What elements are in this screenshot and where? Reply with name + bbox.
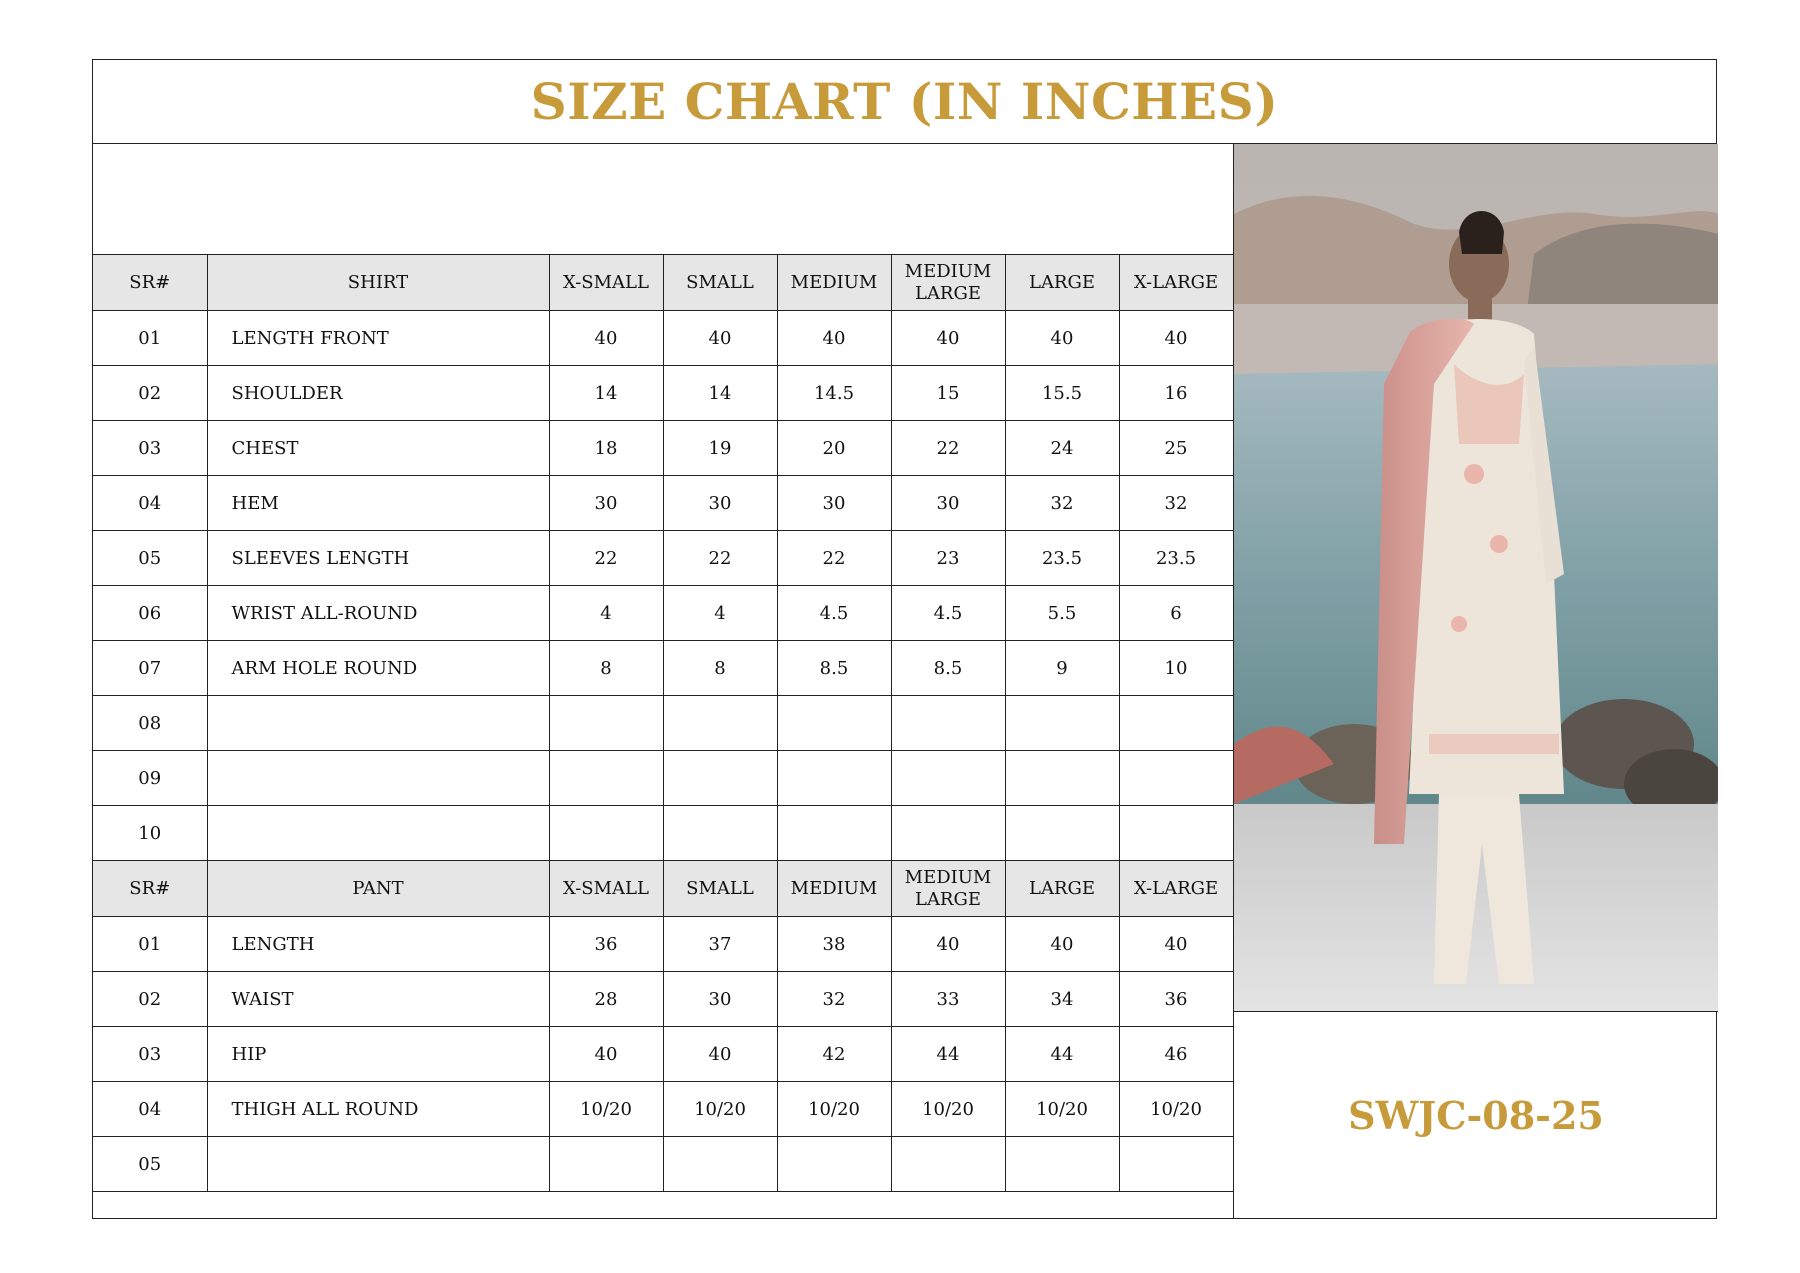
pant-header-row	[93, 861, 1233, 917]
measurement-value: 42	[777, 1027, 891, 1082]
measurement-value	[891, 806, 1005, 861]
table-row	[93, 476, 1233, 531]
measurement-value: 8	[663, 641, 777, 696]
table-row	[93, 1027, 1233, 1082]
measurement-name: LENGTH	[207, 917, 549, 972]
measurement-value: 40	[891, 311, 1005, 366]
measurement-value: 10/20	[777, 1082, 891, 1137]
measurement-value	[549, 806, 663, 861]
measurement-value: 40	[1119, 917, 1233, 972]
title-row	[93, 60, 1716, 144]
measurement-value: 40	[549, 1027, 663, 1082]
measurement-value: 10/20	[891, 1082, 1005, 1137]
table-row	[93, 696, 1233, 751]
measurement-value	[663, 1137, 777, 1192]
table-row	[93, 917, 1233, 972]
measurement-value	[1005, 751, 1119, 806]
measurement-value: 32	[1119, 476, 1233, 531]
shirt-header: SHIRT	[207, 255, 549, 311]
measurement-name: ARM HOLE ROUND	[207, 641, 549, 696]
table-row	[93, 641, 1233, 696]
blank-area	[93, 144, 1233, 254]
measurement-value: 10/20	[663, 1082, 777, 1137]
measurement-value: 4	[663, 586, 777, 641]
measurement-value	[777, 806, 891, 861]
measurement-value: 40	[663, 311, 777, 366]
measurement-value	[891, 696, 1005, 751]
measurement-value: 32	[777, 972, 891, 1027]
measurement-value: 46	[1119, 1027, 1233, 1082]
measurement-value: 40	[891, 917, 1005, 972]
measurement-value: 10/20	[1005, 1082, 1119, 1137]
measurement-value: 36	[1119, 972, 1233, 1027]
measurement-value	[1119, 1137, 1233, 1192]
measurement-value	[1119, 806, 1233, 861]
measurement-value	[1005, 1137, 1119, 1192]
size-header: MEDIUM LARGE	[891, 255, 1005, 311]
sr-number: 08	[93, 696, 207, 751]
size-header: SMALL	[663, 255, 777, 311]
sr-number: 09	[93, 751, 207, 806]
measurement-value: 40	[777, 311, 891, 366]
measurement-value: 38	[777, 917, 891, 972]
measurement-value: 14	[549, 366, 663, 421]
measurement-value: 8.5	[891, 641, 1005, 696]
measurement-value	[549, 751, 663, 806]
measurement-value: 28	[549, 972, 663, 1027]
measurement-value	[891, 751, 1005, 806]
size-header: X-SMALL	[549, 861, 663, 917]
measurement-value	[549, 696, 663, 751]
measurement-value: 15.5	[1005, 366, 1119, 421]
measurement-value: 44	[891, 1027, 1005, 1082]
measurement-value: 15	[891, 366, 1005, 421]
measurement-value: 10/20	[1119, 1082, 1233, 1137]
shirt-header-row	[93, 255, 1233, 311]
sr-number: 02	[93, 366, 207, 421]
size-header: SMALL	[663, 861, 777, 917]
measurement-value: 33	[891, 972, 1005, 1027]
size-header: MEDIUM	[777, 861, 891, 917]
measurement-name: WRIST ALL-ROUND	[207, 586, 549, 641]
measurement-name: HIP	[207, 1027, 549, 1082]
measurement-value: 23.5	[1005, 531, 1119, 586]
measurement-value	[777, 751, 891, 806]
measurement-name: LENGTH FRONT	[207, 311, 549, 366]
measurement-value: 40	[663, 1027, 777, 1082]
table-row	[93, 531, 1233, 586]
page-title: SIZE CHART (IN INCHES)	[530, 72, 1279, 131]
table-row	[93, 806, 1233, 861]
measurement-name	[207, 806, 549, 861]
measurement-name	[207, 751, 549, 806]
measurement-value: 32	[1005, 476, 1119, 531]
measurement-value: 40	[1119, 311, 1233, 366]
measurement-value	[1119, 751, 1233, 806]
size-table	[93, 254, 1234, 1192]
sr-header: SR#	[93, 255, 207, 311]
measurement-value: 4	[549, 586, 663, 641]
table-row	[93, 1082, 1233, 1137]
table-row	[93, 311, 1233, 366]
measurement-value: 22	[549, 531, 663, 586]
measurement-value: 37	[663, 917, 777, 972]
measurement-value: 22	[663, 531, 777, 586]
measurement-value: 9	[1005, 641, 1119, 696]
sr-header: SR#	[93, 861, 207, 917]
measurement-value: 40	[1005, 917, 1119, 972]
measurement-value: 18	[549, 421, 663, 476]
sr-number: 06	[93, 586, 207, 641]
measurement-name: CHEST	[207, 421, 549, 476]
measurement-value	[777, 696, 891, 751]
sr-number: 01	[93, 917, 207, 972]
measurement-value: 36	[549, 917, 663, 972]
measurement-value: 22	[891, 421, 1005, 476]
measurement-name: WAIST	[207, 972, 549, 1027]
size-header: MEDIUM	[777, 255, 891, 311]
measurement-value	[891, 1137, 1005, 1192]
measurement-value: 25	[1119, 421, 1233, 476]
measurement-name: SLEEVES LENGTH	[207, 531, 549, 586]
measurement-value: 34	[1005, 972, 1119, 1027]
sr-number: 02	[93, 972, 207, 1027]
measurement-value: 10/20	[549, 1082, 663, 1137]
table-row	[93, 586, 1233, 641]
measurement-value: 8	[549, 641, 663, 696]
measurement-value: 30	[663, 972, 777, 1027]
measurement-value	[1119, 696, 1233, 751]
table-row	[93, 1137, 1233, 1192]
measurement-value	[663, 806, 777, 861]
size-header: MEDIUM LARGE	[891, 861, 1005, 917]
sr-number: 03	[93, 421, 207, 476]
table-row	[93, 751, 1233, 806]
size-header: LARGE	[1005, 861, 1119, 917]
measurement-value: 19	[663, 421, 777, 476]
measurement-value	[1005, 696, 1119, 751]
measurement-value	[663, 751, 777, 806]
sr-number: 10	[93, 806, 207, 861]
table-row	[93, 421, 1233, 476]
sr-number: 01	[93, 311, 207, 366]
measurement-value: 16	[1119, 366, 1233, 421]
measurement-value	[777, 1137, 891, 1192]
size-header: X-SMALL	[549, 255, 663, 311]
measurement-name: SHOULDER	[207, 366, 549, 421]
measurement-value	[549, 1137, 663, 1192]
table-row	[93, 366, 1233, 421]
measurement-value: 6	[1119, 586, 1233, 641]
size-chart-frame	[92, 59, 1717, 1219]
measurement-value: 20	[777, 421, 891, 476]
measurement-value	[1005, 806, 1119, 861]
measurement-value: 14.5	[777, 366, 891, 421]
sr-number: 04	[93, 476, 207, 531]
measurement-value: 30	[663, 476, 777, 531]
table-row	[93, 972, 1233, 1027]
measurement-value: 8.5	[777, 641, 891, 696]
measurement-value: 40	[1005, 311, 1119, 366]
sr-number: 03	[93, 1027, 207, 1082]
sr-number: 04	[93, 1082, 207, 1137]
measurement-value: 23	[891, 531, 1005, 586]
measurement-name	[207, 1137, 549, 1192]
model-photo	[1233, 144, 1718, 1012]
measurement-value: 24	[1005, 421, 1119, 476]
pant-header: PANT	[207, 861, 549, 917]
measurement-value: 14	[663, 366, 777, 421]
size-header: X-LARGE	[1119, 861, 1233, 917]
measurement-value: 23.5	[1119, 531, 1233, 586]
measurement-name: THIGH ALL ROUND	[207, 1082, 549, 1137]
size-header: X-LARGE	[1119, 255, 1233, 311]
measurement-value: 44	[1005, 1027, 1119, 1082]
measurement-value: 4.5	[777, 586, 891, 641]
measurement-value: 40	[549, 311, 663, 366]
measurement-value	[663, 696, 777, 751]
measurement-name: HEM	[207, 476, 549, 531]
product-code: SWJC-08-25	[1348, 1092, 1604, 1138]
sr-number: 05	[93, 1137, 207, 1192]
sr-number: 05	[93, 531, 207, 586]
product-code-box	[1233, 1012, 1718, 1218]
measurement-value: 30	[549, 476, 663, 531]
measurement-value: 5.5	[1005, 586, 1119, 641]
measurement-name	[207, 696, 549, 751]
sr-number: 07	[93, 641, 207, 696]
measurement-value: 4.5	[891, 586, 1005, 641]
measurement-value: 30	[891, 476, 1005, 531]
measurement-value: 30	[777, 476, 891, 531]
measurement-value: 22	[777, 531, 891, 586]
measurement-value: 10	[1119, 641, 1233, 696]
size-header: LARGE	[1005, 255, 1119, 311]
